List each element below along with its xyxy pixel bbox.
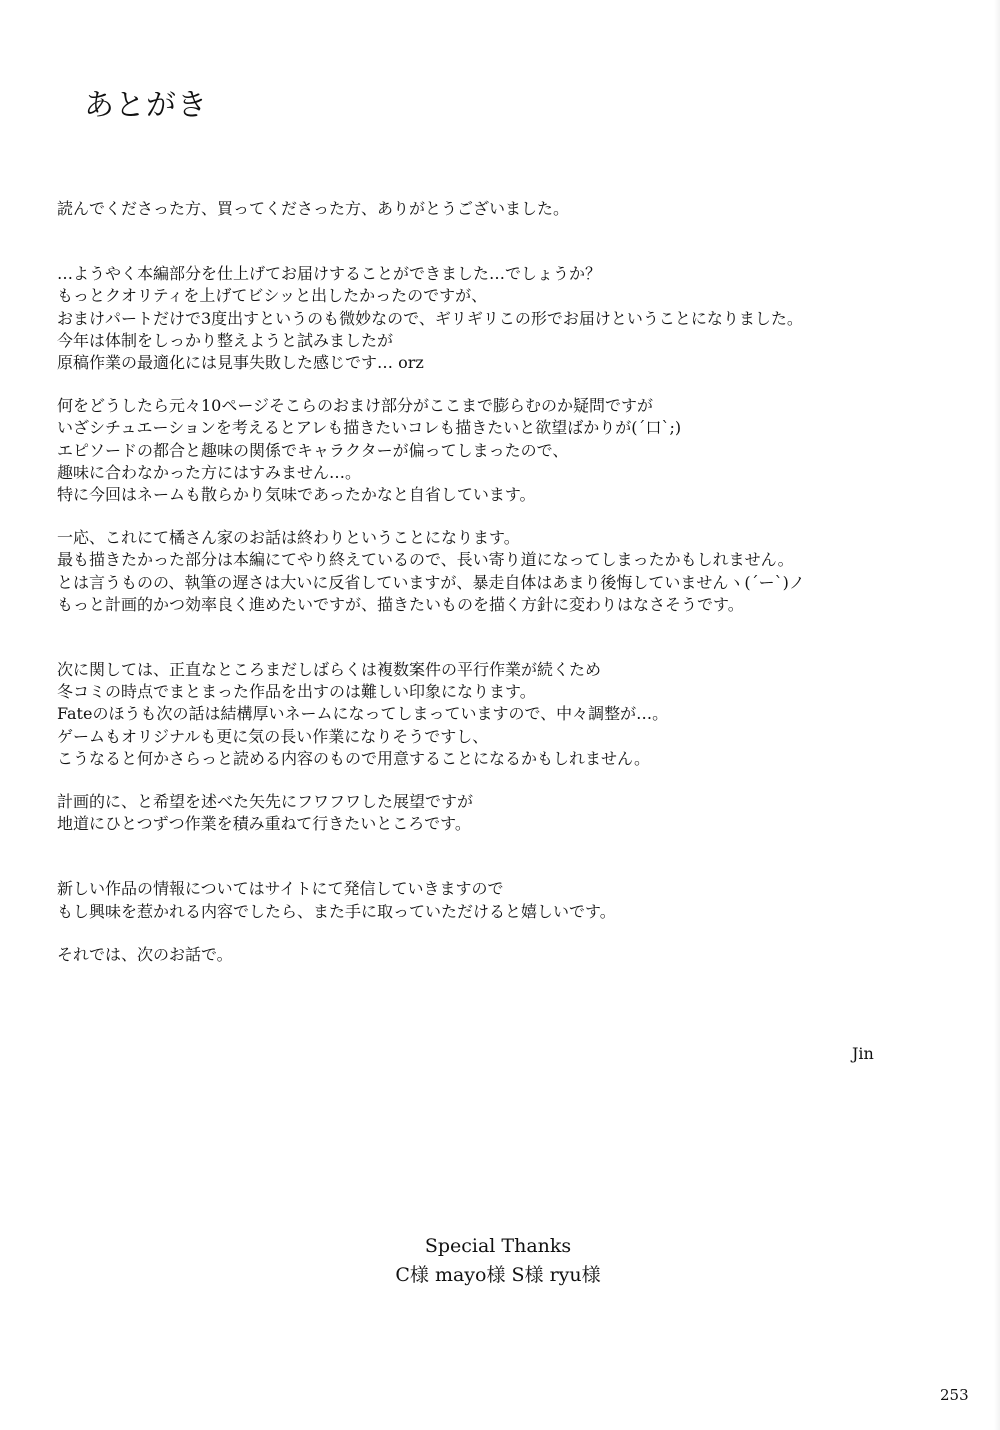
- paragraph: [57, 198, 957, 220]
- text-line: もし興味を惹かれる内容でしたら、また手に取っていただけると嬉しいです。: [57, 901, 616, 921]
- text-line: いざシチュエーションを考えるとアレも描きたいコレも描きたいと欲望ばかりが(´口`;): [57, 418, 682, 438]
- text-line: 趣味に合わなかった方にはすみません…。: [57, 462, 362, 482]
- text-line: もっとクオリティを上げてビシッと出したかったのですが、: [57, 286, 488, 306]
- text-line: エピソードの都合と趣味の関係でキャラクターが偏ってしまったので、: [57, 440, 569, 460]
- author-signature: Jin: [852, 1044, 874, 1063]
- paragraph: [57, 395, 957, 506]
- text-line: 一応、これにて橘さん家のお話は終わりということになります。: [57, 528, 520, 548]
- text-line: おまけパートだけで3度出すというのも微妙なので、ギリギリこの形でお届けということになりました。: [57, 308, 803, 328]
- afterword-body: [57, 198, 957, 966]
- paragraph: [57, 659, 957, 770]
- text-line: それでは、次のお話で。: [57, 944, 233, 964]
- paragraph: [57, 263, 957, 374]
- text-line: 原稿作業の最適化には見事失敗した感じです… orz: [57, 353, 424, 373]
- text-line: こうなると何かさらっと読める内容のもので用意することになるかもしれません。: [57, 748, 650, 768]
- page-number: 253: [940, 1386, 969, 1404]
- text-line: 今年は体制をしっかり整えようと試みましたが: [57, 330, 394, 350]
- text-line: 地道にひとつずつ作業を積み重ねて行きたいところです。: [57, 814, 471, 834]
- text-line: とは言うものの、執筆の遅さは大いに反省していますが、暴走自体はあまり後悔していませんヽ(´ー`)ノ: [57, 572, 805, 592]
- special-thanks-heading: Special Thanks: [424, 1235, 572, 1257]
- text-line: 最も描きたかった部分は本編にてやり終えているので、長い寄り道になってしまったかもしれません。: [57, 550, 794, 570]
- text-line: 次に関しては、正直なところまだしばらくは複数案件の平行作業が続くため: [57, 660, 602, 680]
- paragraph: [57, 791, 957, 835]
- text-line: 読んでくださった方、買ってくださった方、ありがとうございました。: [57, 199, 570, 218]
- page-edge-shadow: [994, 0, 1000, 1430]
- text-line: 何をどうしたら元々10ページそこらのおまけ部分がここまで膨らむのか疑問ですが: [57, 396, 654, 416]
- text-line: 新しい作品の情報についてはサイトにて発信していきますので: [57, 879, 504, 899]
- text-line: Fateのほうも次の話は結構厚いネームになってしまっていますので、中々調整が…。: [57, 704, 669, 724]
- text-line: 冬コミの時点でまとまった作品を出すのは難しい印象になります。: [57, 682, 536, 702]
- page-title: あとがき: [84, 88, 208, 123]
- special-thanks-names: C様 mayo様 S様 ryu様: [395, 1264, 601, 1286]
- paragraph: [57, 527, 957, 616]
- paragraph: [57, 878, 957, 922]
- paragraph: [57, 944, 957, 966]
- text-line: もっと計画的かつ効率良く進めたいですが、描きたいものを描く方針に変わりはなさそうです。: [57, 594, 744, 614]
- text-line: 計画的に、と希望を述べた矢先にフワフワした展望ですが: [57, 792, 474, 812]
- text-line: 特に今回はネームも散らかり気味であったかなと自省しています。: [57, 485, 536, 505]
- text-line: …ようやく本編部分を仕上げてお届けすることができました…でしょうか？: [57, 264, 602, 284]
- text-line: ゲームもオリジナルも更に気の長い作業になりそうですし、: [57, 726, 489, 746]
